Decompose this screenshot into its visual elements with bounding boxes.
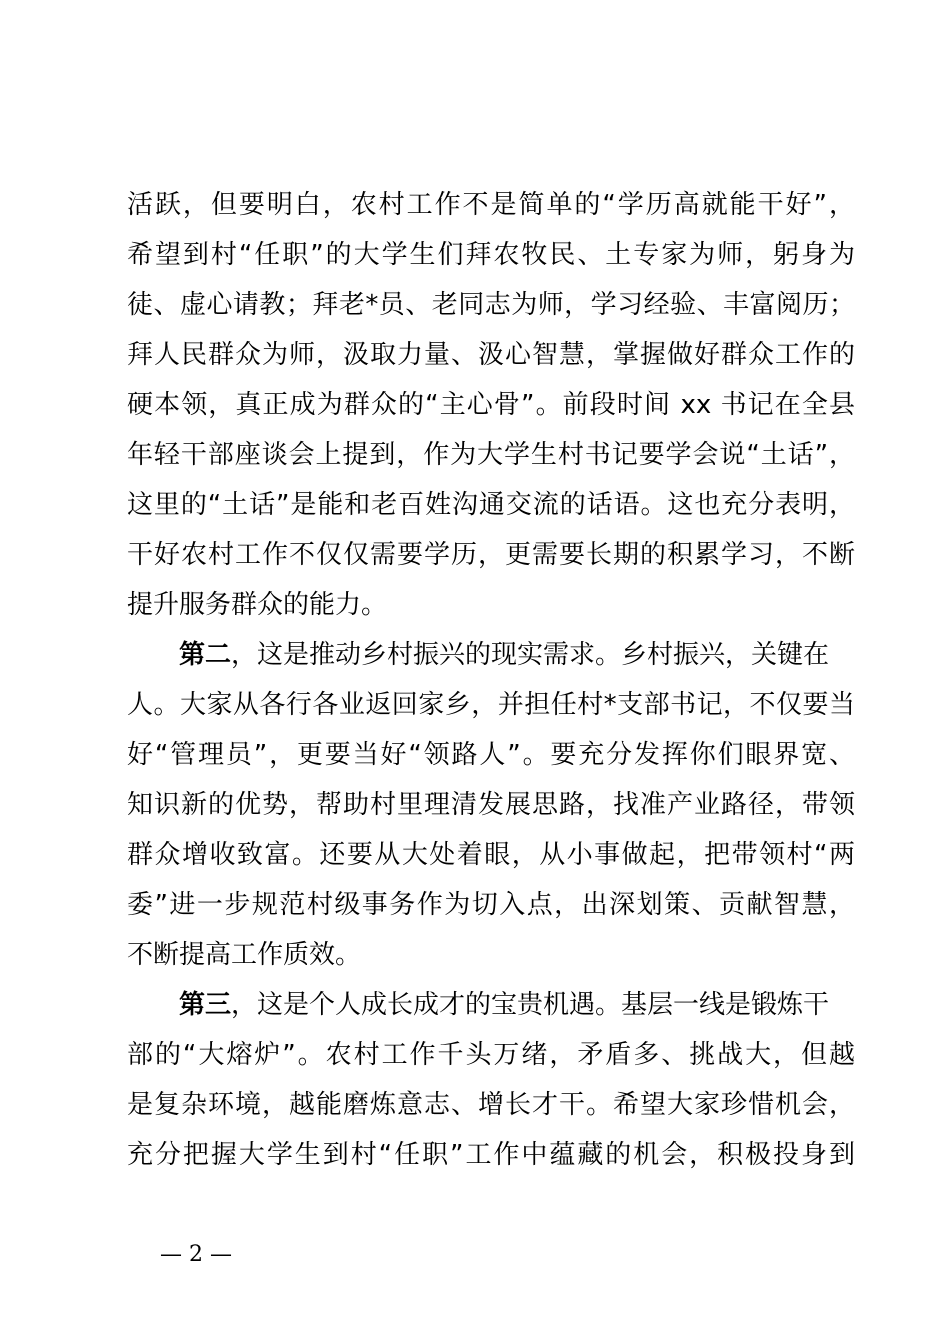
paragraph-lead: 第二 <box>179 640 232 670</box>
text-line: 希望到村“任职”的大学生们拜农牧民、土专家为师，躬身为 <box>127 240 855 270</box>
text-line: 硬本领，真正成为群众的“主心骨”。前段时间 xx 书记在全县 <box>127 390 855 420</box>
text-line: ，这是个人成长成才的宝贵机遇。基层一线是锻炼干 <box>231 990 830 1020</box>
text-line: 不断提高工作质效。 <box>127 940 362 970</box>
text-line: 年轻干部座谈会上提到，作为大学生村书记要学会说“土话”， <box>127 440 855 470</box>
paragraph-first-line <box>127 630 855 680</box>
text-line: 人。大家从各行各业返回家乡，并担任村*支部书记，不仅要当 <box>127 690 855 720</box>
paragraph-1 <box>127 180 855 630</box>
text-line: 群众增收致富。还要从大处着眼，从小事做起，把带领村“两 <box>127 840 855 870</box>
text-line: 充分把握大学生到村“任职”工作中蕴藏的机会，积极投身到 <box>127 1140 855 1170</box>
paragraph-3 <box>127 980 855 1180</box>
text-line: 好“管理员”，更要当好“领路人”。要充分发挥你们眼界宽、 <box>127 740 855 770</box>
document-body <box>127 180 855 1180</box>
text-line: 部的“大熔炉”。农村工作千头万绪，矛盾多、挑战大，但越 <box>127 1040 855 1070</box>
text-line: 活跃，但要明白，农村工作不是简单的“学历高就能干好”， <box>127 190 855 220</box>
paragraph-first-line <box>127 980 855 1030</box>
text-line: 委”进一步规范村级事务作为切入点，出深划策、贡献智慧， <box>127 890 855 920</box>
text-line: 这里的“土话”是能和老百姓沟通交流的话语。这也充分表明， <box>127 490 855 520</box>
text-line: 徒、虚心请教；拜老*员、老同志为师，学习经验、丰富阅历； <box>127 290 855 320</box>
text-line: ，这是推动乡村振兴的现实需求。乡村振兴，关键在 <box>231 640 830 670</box>
paragraph-lead: 第三 <box>179 990 232 1020</box>
text-line: 拜人民群众为师，汲取力量、汲心智慧，掌握做好群众工作的 <box>127 340 855 370</box>
text-line: 是复杂环境，越能磨炼意志、增长才干。希望大家珍惜机会， <box>127 1090 855 1120</box>
page-number: — 2 — <box>160 1242 232 1267</box>
text-line: 提升服务群众的能力。 <box>127 590 388 620</box>
paragraph-2 <box>127 630 855 980</box>
text-line: 干好农村工作不仅仅需要学历，更需要长期的积累学习，不断 <box>127 540 855 570</box>
text-line: 知识新的优势，帮助村里理清发展思路，找准产业路径，带领 <box>127 790 855 820</box>
